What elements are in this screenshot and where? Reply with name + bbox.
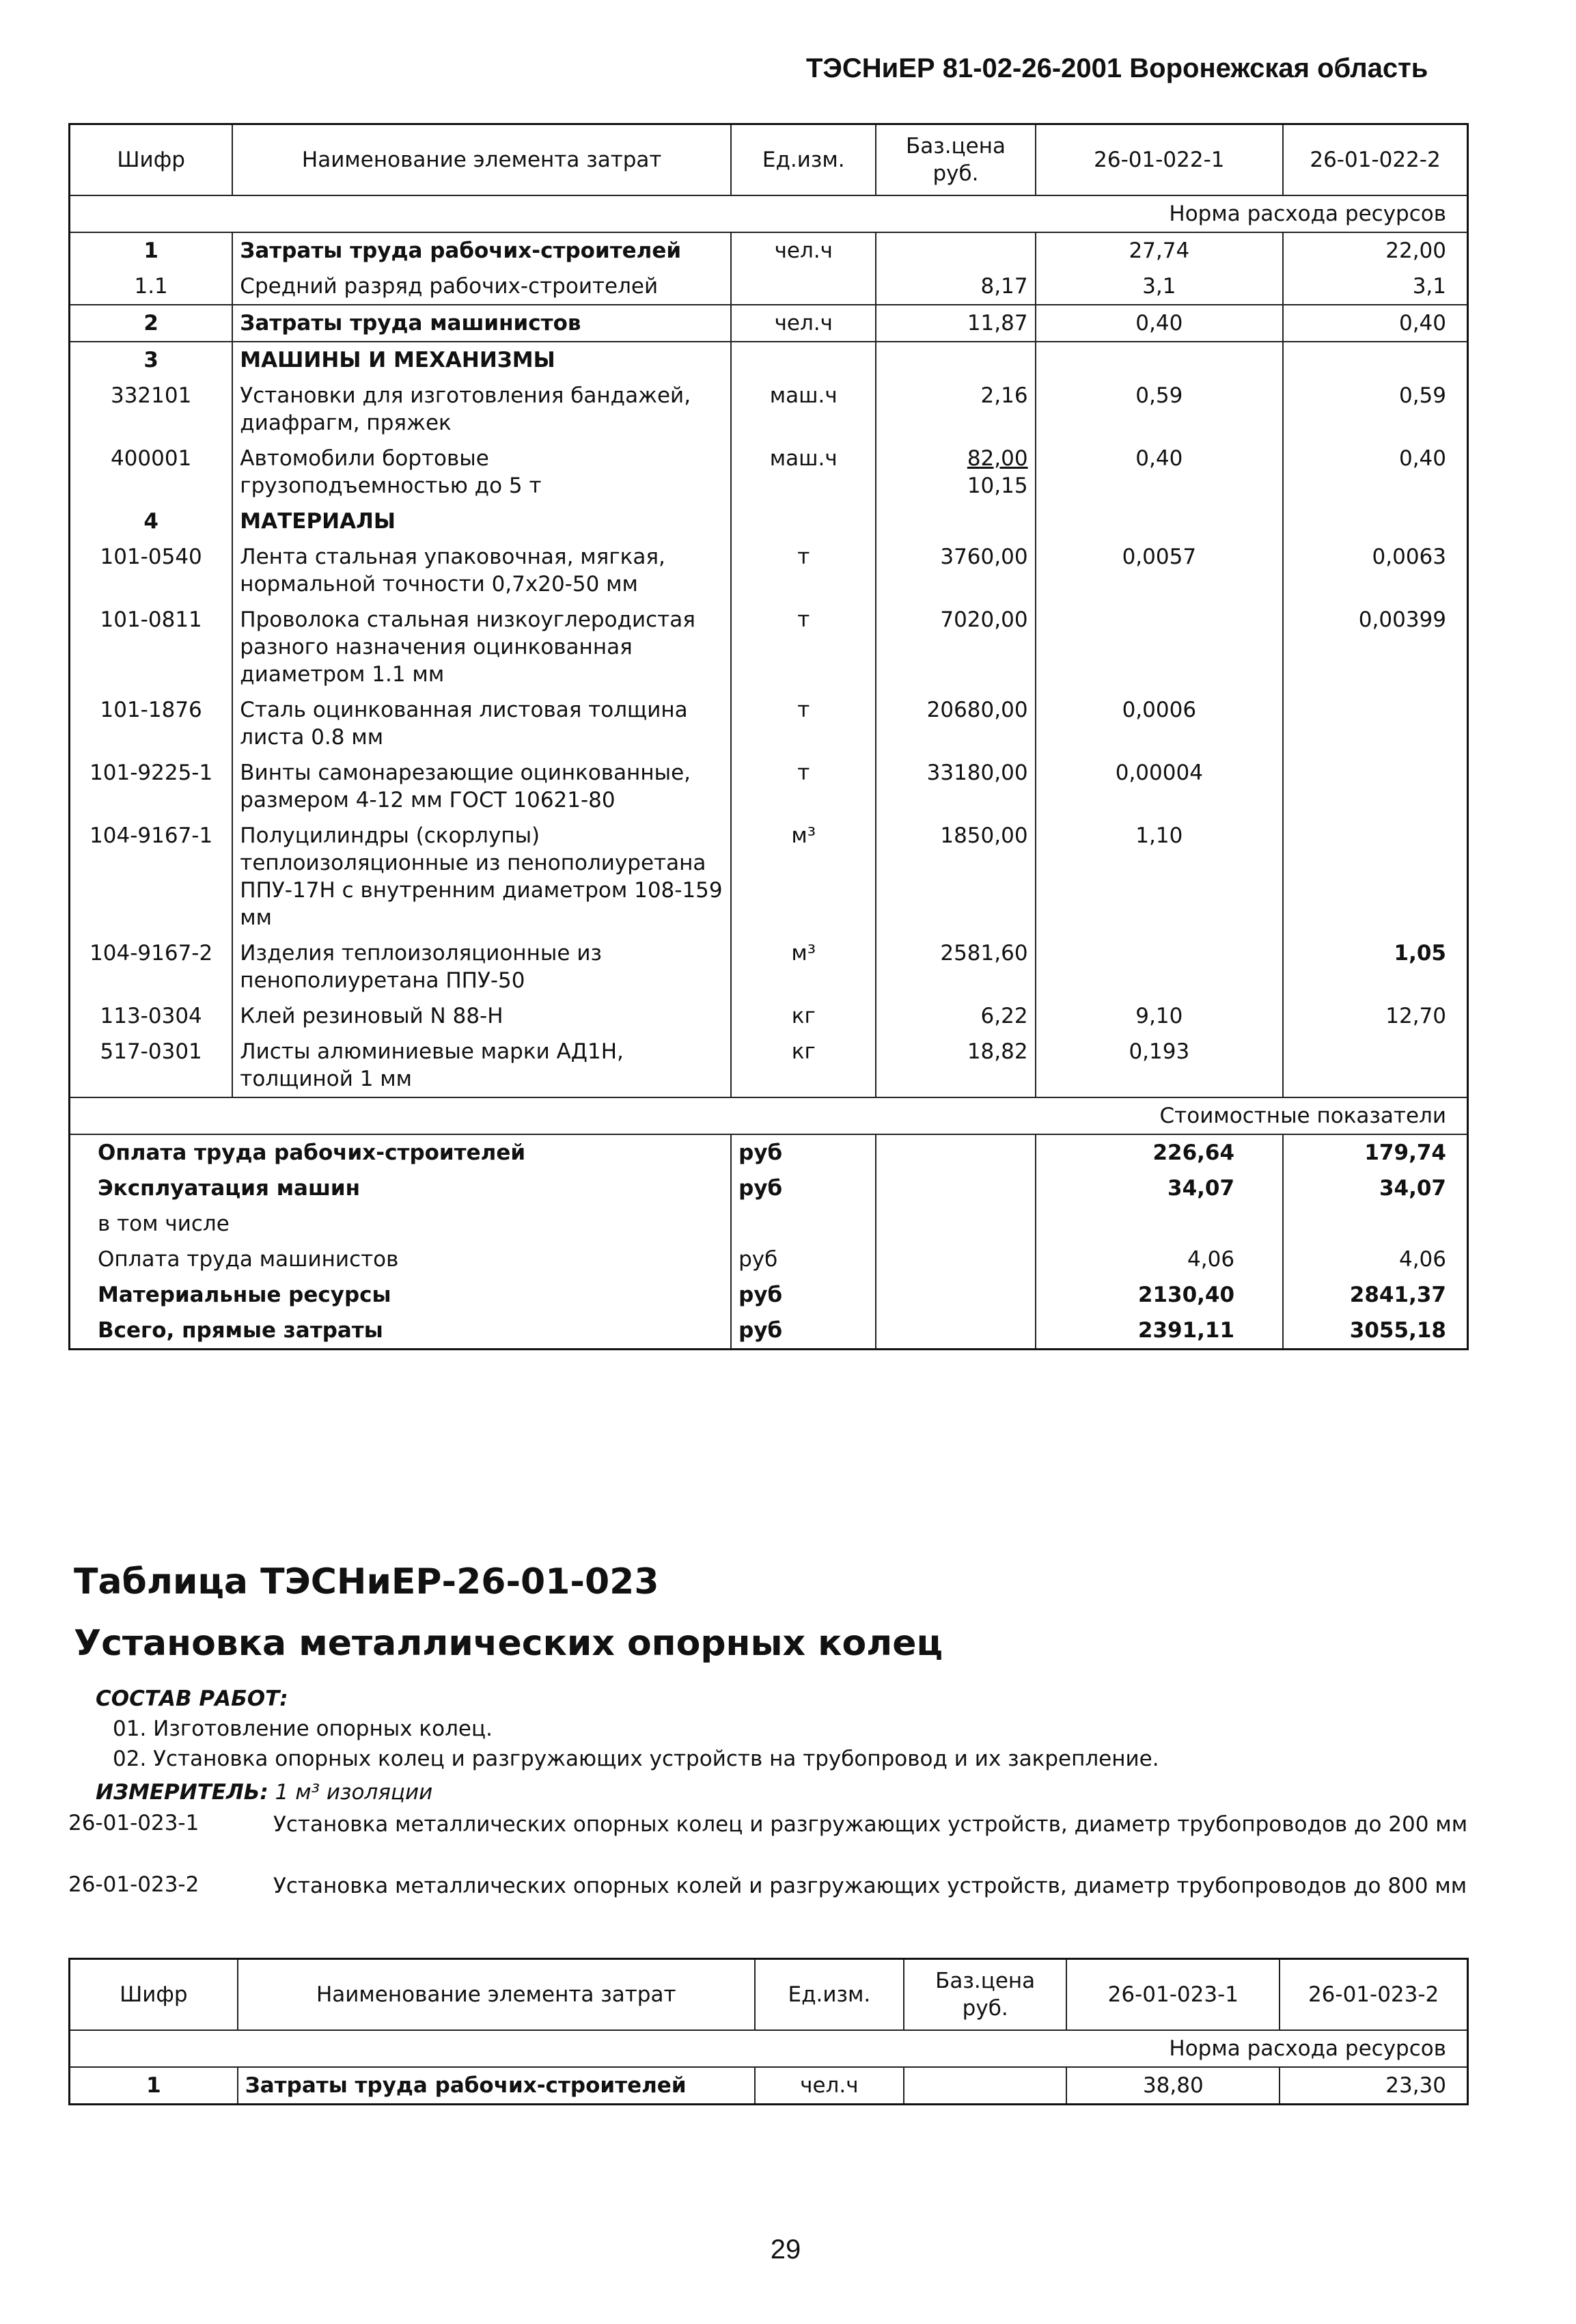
table-row	[70, 998, 1468, 1034]
table-row	[70, 539, 1468, 602]
row-value-1	[1036, 602, 1284, 692]
row-unit: кг	[731, 998, 876, 1034]
cost-unit: руб	[731, 1242, 876, 1277]
row-code: 1.1	[70, 269, 233, 305]
row-code: 101-0540	[100, 545, 202, 569]
row-price: 6,22	[876, 998, 1035, 1034]
row-name: Лента стальная упаковочная, мягкая, нормальной точности 0,7х20-50 мм	[232, 539, 731, 602]
row-code: 4	[143, 509, 158, 534]
cost-name: Оплата труда рабочих-строителей	[98, 1140, 526, 1165]
position-code: 26-01-023-1	[68, 1811, 199, 1835]
cost-price-empty	[876, 1313, 1035, 1350]
row-code: 1	[146, 2073, 161, 2098]
row-price: 20680,00	[876, 692, 1035, 755]
sostav-label: СОСТАВ РАБОТ:	[96, 1686, 288, 1711]
row-unit: маш.ч	[731, 441, 876, 504]
row-name: Затраты труда машинистов	[232, 305, 731, 342]
cost-row	[70, 1134, 1468, 1171]
row-price: 18,82	[876, 1034, 1035, 1097]
row-price	[876, 232, 1035, 269]
header-price: Баз.цена руб.	[904, 1959, 1066, 2031]
row-code: 101-1876	[100, 698, 202, 722]
row-price: 2,16	[876, 378, 1035, 441]
norm-label: Норма расхода ресурсов	[70, 2030, 1468, 2067]
row-price	[876, 342, 1035, 378]
row-value-1: 0,0057	[1036, 539, 1284, 602]
row-price: 33180,00	[876, 755, 1035, 818]
row-code: 2	[70, 305, 233, 342]
row-value-2	[1283, 504, 1467, 539]
row-value-2: 3,1	[1283, 269, 1467, 305]
table-number: Таблица ТЭСНиЕР-26-01-023	[74, 1561, 659, 1602]
cost-rows	[70, 1134, 1468, 1350]
row-name: Изделия теплоизоляционные из пенополиуретана ППУ-50	[232, 935, 731, 998]
header-name: Наименование элемента затрат	[238, 1959, 755, 2031]
row-unit: м³	[731, 818, 876, 935]
cost-row	[70, 1313, 1468, 1350]
header-price: Баз.цена руб.	[876, 124, 1035, 196]
row-unit	[731, 342, 876, 378]
row-value-2: 23,30	[1280, 2067, 1467, 2105]
row-name: Проволока стальная низкоуглеродистая разного назначения оцинкованная диаметром 1.1 мм	[232, 602, 731, 692]
row-unit: чел.ч	[731, 305, 876, 342]
cost-unit: руб	[731, 1277, 876, 1313]
cost-value-2: 2841,37	[1283, 1277, 1467, 1313]
izmeritel-value: 1 м³ изоляции	[275, 1780, 433, 1805]
table-header-row	[70, 1959, 1468, 2031]
cost-price-empty	[876, 1242, 1035, 1277]
row-price: 7020,00	[876, 602, 1035, 692]
resource-rows	[70, 232, 1468, 1097]
izmeritel	[96, 1780, 432, 1805]
row-value-2: 1,05	[1283, 935, 1467, 998]
row-unit: чел.ч	[731, 232, 876, 269]
cost-value-1	[1036, 1206, 1284, 1242]
cost-row	[70, 1242, 1468, 1277]
work-item: 01. Изготовление опорных колец.	[113, 1717, 493, 1741]
row-name: Затраты труда рабочих-строителей	[238, 2067, 755, 2105]
row-value-1: 3,1	[1036, 269, 1284, 305]
row-code: 101-0811	[100, 607, 202, 632]
header-unit: Ед.изм.	[731, 124, 876, 196]
table-header-row	[70, 124, 1468, 196]
row-price	[904, 2067, 1066, 2105]
row-value-2	[1283, 818, 1467, 935]
row-value-1: 0,0006	[1036, 692, 1284, 755]
row-name: Листы алюминиевые марки АД1Н, толщиной 1 мм	[232, 1034, 731, 1097]
row-value-2: 0,40	[1283, 441, 1467, 504]
table-row	[70, 504, 1468, 539]
table-row	[70, 818, 1468, 935]
table-row	[70, 602, 1468, 692]
work-item: 02. Установка опорных колец и разгружающих устройств на трубопровод и их закрепление.	[113, 1747, 1159, 1771]
cost-name: в том числе	[98, 1212, 230, 1236]
row-price: 3760,00	[876, 539, 1035, 602]
row-code: 400001	[110, 446, 192, 471]
cost-row	[70, 1277, 1468, 1313]
row-code: 104-9167-1	[89, 823, 213, 848]
row-price: 11,87	[876, 305, 1035, 342]
row-code: 101-9225-1	[89, 761, 213, 785]
table-row	[70, 755, 1468, 818]
cost-label-row	[70, 1097, 1468, 1134]
cost-price-empty	[876, 1134, 1035, 1171]
header-col2: 26-01-022-2	[1283, 124, 1467, 196]
row-price	[876, 504, 1035, 539]
resource-table-2	[68, 1958, 1469, 2105]
row-value-2: 12,70	[1283, 998, 1467, 1034]
cost-name: Эксплуатация машин	[98, 1176, 361, 1201]
row-value-1	[1036, 342, 1284, 378]
row-value-1: 1,10	[1036, 818, 1284, 935]
table-title: Установка металлических опорных колец	[74, 1623, 943, 1664]
norm-row	[70, 2030, 1468, 2067]
cost-name: Оплата труда машинистов	[98, 1247, 399, 1272]
table-row	[70, 441, 1468, 504]
row-value-2: 0,59	[1283, 378, 1467, 441]
row-unit: м³	[731, 935, 876, 998]
row-price	[876, 441, 1035, 504]
izmeritel-label: ИЗМЕРИТЕЛЬ:	[96, 1780, 268, 1805]
cost-unit	[731, 1206, 876, 1242]
cost-unit: руб	[731, 1313, 876, 1350]
row-value-1: 9,10	[1036, 998, 1284, 1034]
cost-price-empty	[876, 1206, 1035, 1242]
row-unit: т	[731, 755, 876, 818]
cost-value-1: 2130,40	[1036, 1277, 1284, 1313]
cost-value-1: 226,64	[1036, 1134, 1284, 1171]
row-name: Установки для изготовления бандажей, диафрагм, пряжек	[232, 378, 731, 441]
table-row	[70, 1034, 1468, 1097]
row-unit: кг	[731, 1034, 876, 1097]
row-price: 1850,00	[876, 818, 1035, 935]
cost-row	[70, 1206, 1468, 1242]
table-row	[70, 342, 1468, 378]
cost-name: Материальные ресурсы	[98, 1283, 391, 1307]
table-row	[70, 269, 1468, 305]
row-unit: чел.ч	[755, 2067, 904, 2105]
cost-value-1: 34,07	[1036, 1171, 1284, 1206]
cost-value-1: 2391,11	[1036, 1313, 1284, 1350]
row-code: 1	[143, 238, 158, 263]
row-value-2: 0,40	[1283, 305, 1467, 342]
row-value-1: 0,193	[1036, 1034, 1284, 1097]
cost-value-2: 3055,18	[1283, 1313, 1467, 1350]
cost-row	[70, 1171, 1468, 1206]
row-price: 2581,60	[876, 935, 1035, 998]
header-unit: Ед.изм.	[755, 1959, 904, 2031]
row-price-b: 10,15	[967, 474, 1028, 498]
row-price-a: 82,00	[967, 446, 1028, 471]
cost-value-2	[1283, 1206, 1467, 1242]
row-name: Винты самонарезающие оцинкованные, размером 4-12 мм ГОСТ 10621-80	[232, 755, 731, 818]
row-value-2	[1283, 755, 1467, 818]
position-text: Установка металлических опорных колец и разгружающих устройств, диаметр трубопроводов до 200 мм	[273, 1812, 1468, 1837]
position-text: Установка металлических опорных колей и разгружающих устройств, диаметр трубопроводов до 800 мм	[273, 1874, 1467, 1898]
row-value-2: 0,0063	[1283, 539, 1467, 602]
row-name: МАШИНЫ И МЕХАНИЗМЫ	[232, 342, 731, 378]
row-code: 332101	[110, 383, 192, 408]
cost-label: Стоимостные показатели	[70, 1097, 1468, 1134]
row-value-2: 22,00	[1283, 232, 1467, 269]
resource-rows	[70, 2067, 1468, 2105]
resource-table-1	[68, 123, 1469, 1350]
row-unit: маш.ч	[731, 378, 876, 441]
row-value-1: 0,00004	[1036, 755, 1284, 818]
header-col1: 26-01-023-1	[1066, 1959, 1280, 2031]
header-name: Наименование элемента затрат	[232, 124, 731, 196]
cost-price-empty	[876, 1171, 1035, 1206]
row-name: Клей резиновый N 88-Н	[232, 998, 731, 1034]
row-value-2	[1283, 692, 1467, 755]
table-row	[70, 2067, 1468, 2105]
table-row	[70, 692, 1468, 755]
table-row	[70, 305, 1468, 342]
table-row	[70, 378, 1468, 441]
page-number: 29	[770, 2234, 801, 2265]
row-value-2: 0,00399	[1283, 602, 1467, 692]
row-value-1: 0,59	[1036, 378, 1284, 441]
table-row	[70, 232, 1468, 269]
row-name: Автомобили бортовые грузоподъемностью до 5 т	[232, 441, 731, 504]
row-name: Сталь оцинкованная листовая толщина листа 0.8 мм	[232, 692, 731, 755]
row-value-1: 0,40	[1036, 441, 1284, 504]
cost-unit: руб	[731, 1171, 876, 1206]
header-col2: 26-01-023-2	[1280, 1959, 1467, 2031]
cost-name: Всего, прямые затраты	[98, 1318, 383, 1343]
cost-value-2: 4,06	[1283, 1242, 1467, 1277]
norm-label: Норма расхода ресурсов	[70, 195, 1468, 232]
position-code: 26-01-023-2	[68, 1872, 199, 1897]
row-name: Полуцилиндры (скорлупы) теплоизоляционные из пенополиуретана ППУ-17Н с внутренним диаметром 108-159 мм	[232, 818, 731, 935]
cost-value-2: 34,07	[1283, 1171, 1467, 1206]
row-code: 3	[143, 348, 158, 372]
cost-value-2: 179,74	[1283, 1134, 1467, 1171]
row-value-1: 0,40	[1036, 305, 1284, 342]
row-name: МАТЕРИАЛЫ	[232, 504, 731, 539]
row-value-2	[1283, 342, 1467, 378]
header-col1: 26-01-022-1	[1036, 124, 1284, 196]
row-unit	[731, 269, 876, 305]
cost-unit: руб	[731, 1134, 876, 1171]
row-value-1: 38,80	[1066, 2067, 1280, 2105]
row-price: 8,17	[876, 269, 1035, 305]
row-value-1: 27,74	[1036, 232, 1284, 269]
row-unit: т	[731, 539, 876, 602]
cost-price-empty	[876, 1277, 1035, 1313]
row-value-1	[1036, 504, 1284, 539]
row-unit	[731, 504, 876, 539]
row-code: 517-0301	[100, 1039, 202, 1064]
row-value-1	[1036, 935, 1284, 998]
row-code: 104-9167-2	[89, 941, 213, 966]
row-unit: т	[731, 692, 876, 755]
page-header: ТЭСНиЕР 81-02-26-2001 Воронежская область	[806, 53, 1428, 83]
row-value-2	[1283, 1034, 1467, 1097]
header-code: Шифр	[70, 1959, 238, 2031]
row-unit: т	[731, 602, 876, 692]
header-code: Шифр	[70, 124, 233, 196]
norm-row	[70, 195, 1468, 232]
row-code: 113-0304	[100, 1004, 202, 1028]
cost-value-1: 4,06	[1036, 1242, 1284, 1277]
row-name: Средний разряд рабочих-строителей	[232, 269, 731, 305]
row-name: Затраты труда рабочих-строителей	[232, 232, 731, 269]
table-row	[70, 935, 1468, 998]
